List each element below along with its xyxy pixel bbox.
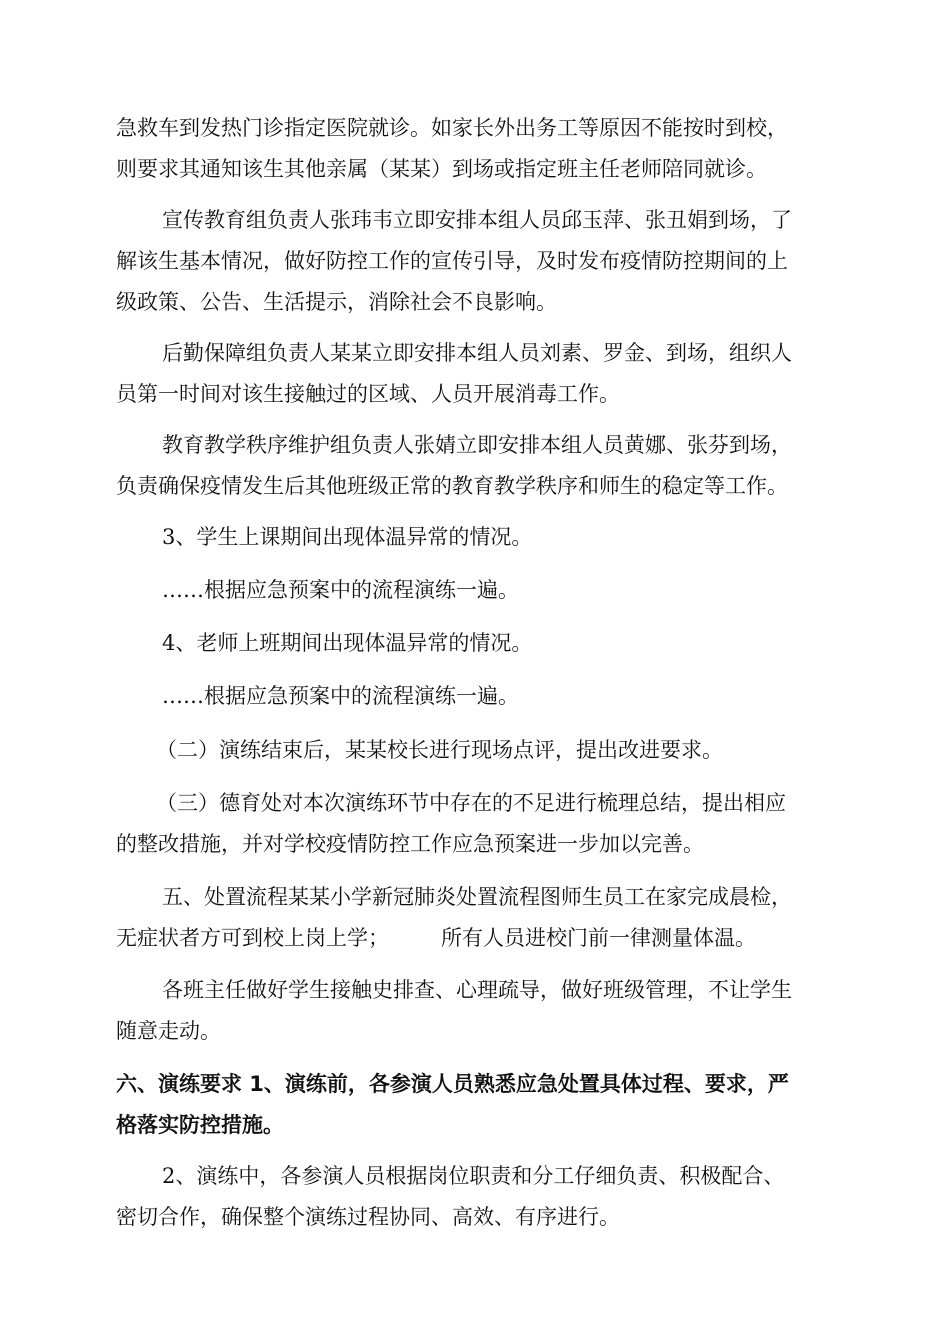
text-line: 4、老师上班期间出现体温异常的情况。 [162, 631, 533, 655]
text-line: 六、演练要求 1、演练前，各参演人员熟悉应急处置具体过程、要求，严 [116, 1072, 789, 1096]
text-line: 教育教学秩序维护组负责人张婧立即安排本组人员黄娜、张芬到场， [162, 433, 792, 457]
text-line: 各班主任做好学生接触史排查、心理疏导，做好班级管理，不让学生 [162, 978, 792, 1002]
text-line: 密切合作，确保整个演练过程协同、高效、有序进行。 [116, 1205, 620, 1229]
text-line [116, 918, 836, 959]
text-line: ……根据应急预案中的流程演练一遍。 [162, 684, 519, 708]
paragraph-publicity-group [116, 200, 836, 323]
text-line: （三）德育处对本次演练环节中存在的不足进行梳理总结，提出相应 [156, 791, 786, 815]
paragraph-logistics-group [116, 333, 836, 415]
paragraph-emergency-transfer [116, 108, 836, 190]
text-line: （二）演练结束后，某某校长进行现场点评，提出改进要求。 [156, 738, 723, 762]
text-line: 后勤保障组负责人某某立即安排本组人员刘素、罗金、到场，组织人 [162, 341, 792, 365]
paragraph-drill-note-2 [116, 676, 836, 717]
paragraph-teaching-order-group [116, 425, 836, 507]
text-line: 3、学生上课期间出现体温异常的情况。 [162, 525, 533, 549]
paragraph-class-teachers [116, 970, 836, 1052]
text-line: 则要求其通知该生其他亲属（某某）到场或指定班主任老师陪同就诊。 [116, 157, 767, 181]
text-line: 格落实防控措施。 [116, 1113, 284, 1137]
paragraph-item-3 [116, 517, 836, 558]
paragraph-item-4 [116, 623, 836, 664]
paragraph-during-drill [116, 1156, 836, 1238]
text-line: 级政策、公告、生活提示，消除社会不良影响。 [116, 290, 557, 314]
text-line: 2、演练中，各参演人员根据岗位职责和分工仔细负责、积极配合、 [162, 1164, 785, 1188]
text-line: 随意走动。 [116, 1019, 221, 1043]
text-line: 解该生基本情况，做好防控工作的宣传引导，及时发布疫情防控期间的上 [116, 249, 788, 273]
text-line: 的整改措施，并对学校疫情防控工作应急预案进一步加以完善。 [116, 832, 704, 856]
text-line: 负责确保疫情发生后其他班级正常的教育教学秩序和师生的稳定等工作。 [116, 474, 788, 498]
text-line: 急救车到发热门诊指定医院就诊。如家长外出务工等原因不能按时到校， [116, 116, 788, 140]
text-segment: 无症状者方可到校上岗上学； [116, 926, 389, 950]
paragraph-drill-note-1 [116, 570, 836, 611]
text-line: 五、处置流程某某小学新冠肺炎处置流程图师生员工在家完成晨检， [162, 885, 792, 909]
text-segment: 所有人员进校门前一律测量体温。 [441, 926, 756, 950]
text-line: 宣传教育组负责人张玮韦立即安排本组人员邱玉萍、张丑娟到场，了 [162, 208, 792, 232]
paragraph-section-5 [116, 877, 836, 959]
paragraph-section-2 [116, 730, 836, 771]
text-line: ……根据应急预案中的流程演练一遍。 [162, 578, 519, 602]
paragraph-section-3 [116, 783, 836, 865]
text-line: 员第一时间对该生接触过的区域、人员开展消毒工作。 [116, 382, 620, 406]
section-heading-6 [116, 1064, 836, 1146]
